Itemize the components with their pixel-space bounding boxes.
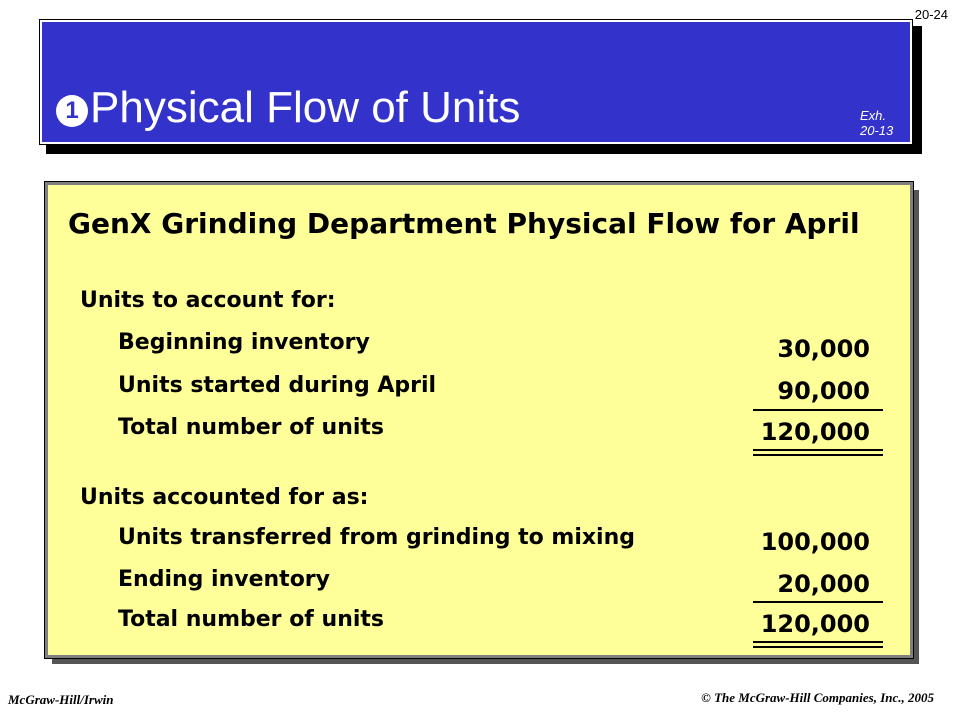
row-label: Total number of units xyxy=(118,415,385,440)
row-label: Total number of units xyxy=(118,607,385,632)
footer-publisher: McGraw-Hill/Irwin xyxy=(8,692,114,707)
row-value: 20,000 xyxy=(777,570,870,598)
section-header-to-account-for: Units to account for: xyxy=(80,288,336,313)
slide-number: 20-24 xyxy=(914,7,948,22)
row-label: Units transferred from grinding to mixing xyxy=(118,525,635,550)
subtotal-rule xyxy=(753,601,883,603)
exhibit-reference xyxy=(860,108,893,138)
exhibit-label: Exh. xyxy=(860,108,887,123)
total-double-rule-bottom xyxy=(753,454,883,456)
subtotal-rule xyxy=(753,409,883,411)
row-value: 90,000 xyxy=(777,377,870,405)
title-bar xyxy=(40,20,912,144)
total-double-rule-bottom xyxy=(753,646,883,648)
row-label: Ending inventory xyxy=(118,567,330,592)
row-label: Beginning inventory xyxy=(118,330,370,355)
total-double-rule-top xyxy=(753,641,883,643)
page-title xyxy=(56,83,521,132)
total-double-rule-top xyxy=(753,449,883,451)
numbered-bullet-icon: 1 xyxy=(56,95,88,127)
page-title-text: Physical Flow of Units xyxy=(90,83,521,132)
row-total: 120,000 xyxy=(760,418,870,446)
row-value: 30,000 xyxy=(777,335,870,363)
section-header-accounted-for: Units accounted for as: xyxy=(80,485,369,510)
row-label: Units started during April xyxy=(118,373,437,398)
physical-flow-panel xyxy=(45,182,913,658)
row-total: 120,000 xyxy=(760,610,870,638)
exhibit-number: 20-13 xyxy=(860,123,894,138)
row-value: 100,000 xyxy=(760,528,870,556)
footer-copyright: © The McGraw-Hill Companies, Inc., 2005 xyxy=(701,690,934,705)
panel-title: GenX Grinding Department Physical Flow for April xyxy=(68,207,860,240)
